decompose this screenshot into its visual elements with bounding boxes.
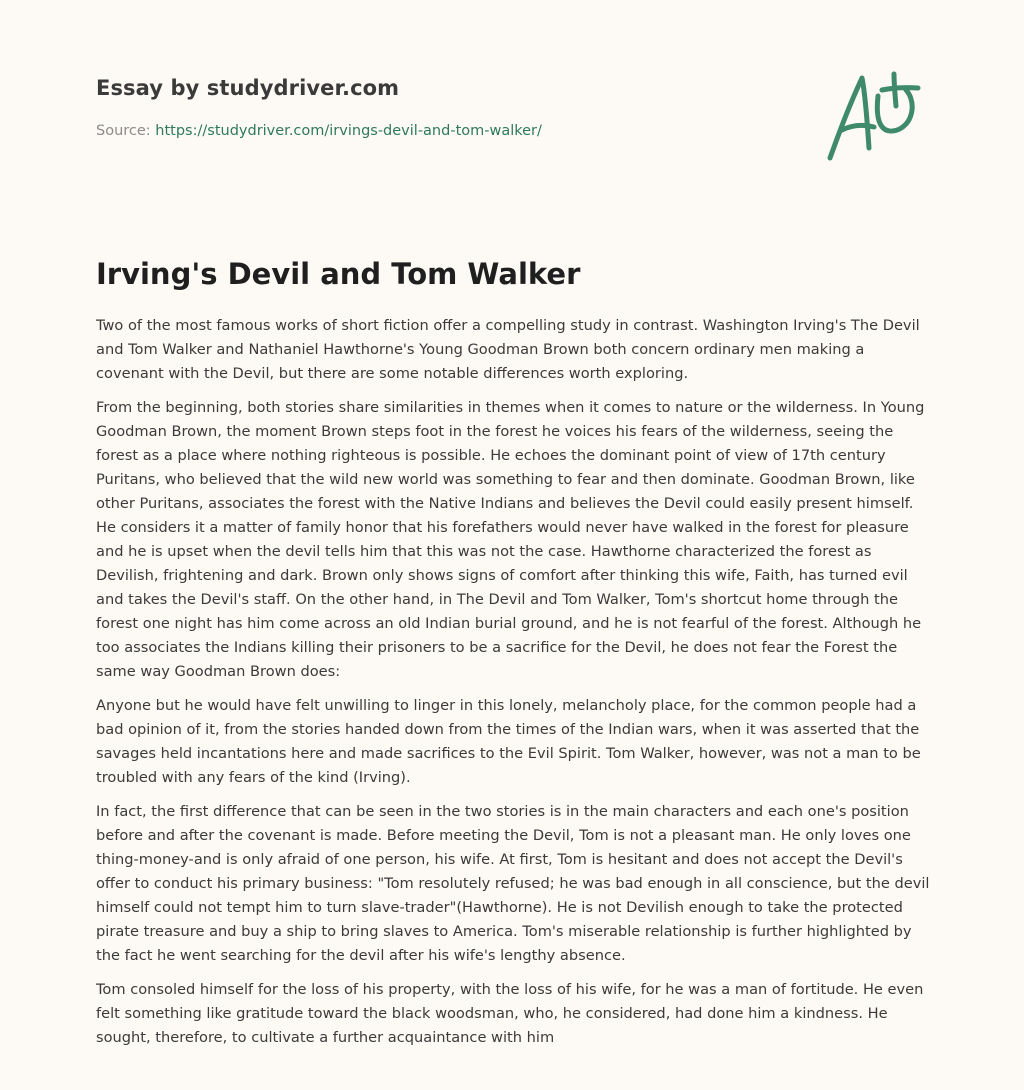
essay-paragraph: From the beginning, both stories share similarities in themes when it comes to nature or the wilderness. In Young Goodman Brown, the moment Brown steps foot in the forest he voices his fears of the wilderness, seeing the forest as a place where nothing righteous is possible. He echoes the dominant point of view of 17th century Puritans, who believed that the wild new world was something to fear and then dominate. Goodman Brown, like other Puritans, associates the forest with the Native Indians and believes the Devil could easily present himself. He considers it a matter of family honor that his forefathers would never have walked in the forest for pleasure and he is upset when the devil tells him that this was not the case. Hawthorne characterized the forest as Devilish, frightening and dark. Brown only shows signs of comfort after thinking this wife, Faith, has turned evil and takes the Devil's staff. On the other hand, in The Devil and Tom Walker, Tom's shortcut home through the forest one night has him come across an old Indian burial ground, and he is not fearful of the forest. Although he too associates the Indians killing their prisoners to be a sacrifice for the Devil, he does not fear the Forest the same way Goodman Brown does: <box>96 399 925 680</box>
source-label: Source: <box>96 123 156 139</box>
essay-paragraph: In fact, the first difference that can be seen in the two stories is in the main characters and each one's position before and after the covenant is made. Before meeting the Devil, Tom is not a pleasant man. He only loves one thing-money-and is only afraid of one person, his wife. At first, Tom is hesitant and does not accept the Devil's offer to conduct his primary business: "Tom resolutely refused; he was bad enough in all conscience, but the devil himself could not tempt him to turn slave-trader"(Hawthorne). He is not Devilish enough to take the protected pirate treasure and buy a ship to bring slaves to America. Tom's miserable relationship is further highlighted by the fact he went searching for the devil after his wife's lengthy absence. <box>96 803 930 964</box>
source-line <box>96 121 796 141</box>
document-header <box>96 72 796 141</box>
essay-title: Irving's Devil and Tom Walker <box>96 257 581 291</box>
brand-title: Essay by studydriver.com <box>96 76 400 100</box>
a-plus-logo-icon <box>822 66 932 166</box>
essay-paragraph: Two of the most famous works of short fiction offer a compelling study in contrast. Washington Irving's The Devil and Tom Walker and Nathaniel Hawthorne's Young Goodman Brown both concern ordinary men making a covenant with the Devil, but there are some notable differences worth exploring. <box>96 317 920 382</box>
essay-paragraph: Tom consoled himself for the loss of his property, with the loss of his wife, for he was a man of fortitude. He even felt something like gratitude toward the black woodsman, who, he considered, had done him a kindness. He sought, therefore, to cultivate a further acquaintance with him <box>96 981 924 1046</box>
essay-body <box>96 314 932 1060</box>
source-link[interactable]: https://studydriver.com/irvings-devil-and-tom-walker/ <box>155 123 542 139</box>
essay-paragraph: Anyone but he would have felt unwilling to linger in this lonely, melancholy place, for the common people had a bad opinion of it, from the stories handed down from the times of the Indian wars, when it was asserted that the savages held incantations here and made sacrifices to the Evil Spirit. Tom Walker, however, was not a man to be troubled with any fears of the kind (Irving). <box>96 697 921 786</box>
